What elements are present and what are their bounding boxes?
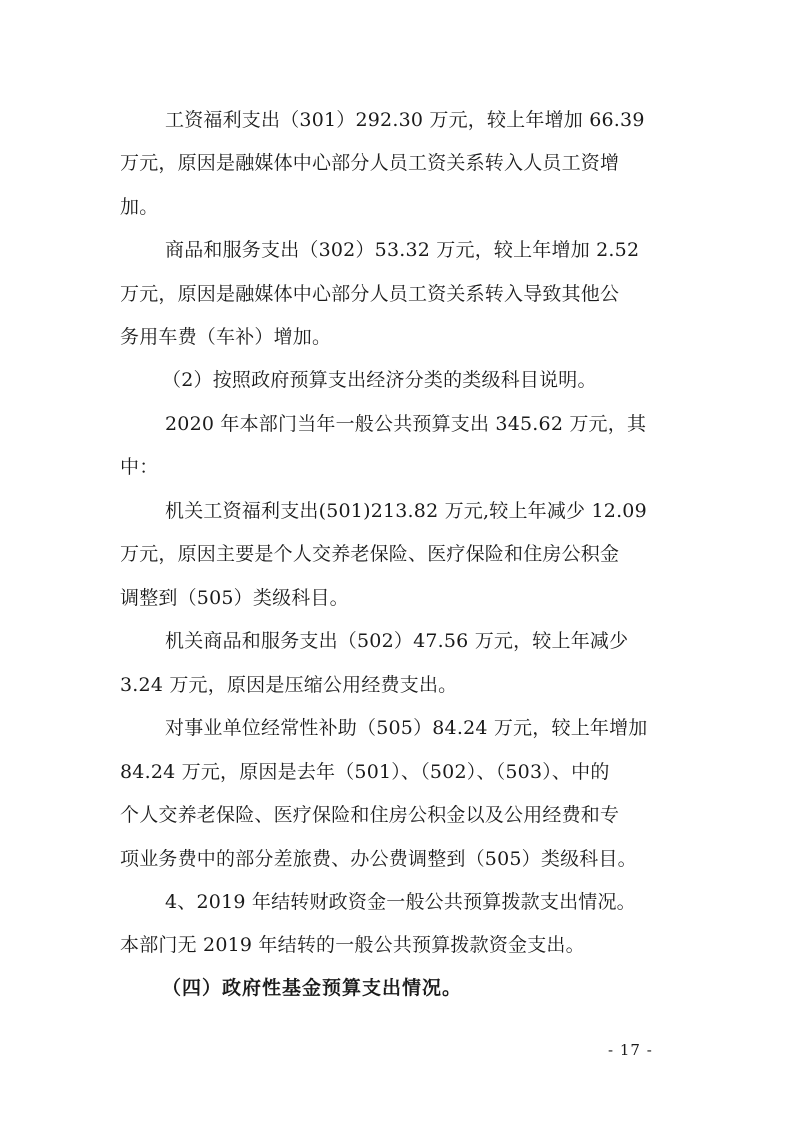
paragraph-line: 加。: [120, 196, 159, 218]
paragraph-line: 商品和服务支出（302）53.32 万元，较上年增加 2.52: [165, 239, 640, 261]
paragraph-line: 工资福利支出（301）292.30 万元，较上年增加 66.39: [165, 109, 645, 131]
paragraph-line: （2）按照政府预算支出经济分类的类级科目说明。: [162, 369, 597, 391]
paragraph-line: 机关工资福利支出(501)213.82 万元,较上年减少 12.09: [165, 500, 647, 522]
paragraph-line: 中：: [120, 456, 159, 478]
paragraph-line: 本部门无 2019 年结转的一般公共预算拨款资金支出。: [120, 934, 585, 956]
paragraph-line: 个人交养老保险、医疗保险和住房公积金以及公用经费和专: [120, 804, 620, 826]
page-number: - 17 -: [608, 1041, 653, 1059]
paragraph-line: 项业务费中的部分差旅费、办公费调整到（505）类级科目。: [120, 848, 637, 870]
paragraph-line: 万元，原因是融媒体中心部分人员工资关系转入人员工资增: [120, 152, 620, 174]
paragraph-line: 2020 年本部门当年一般公共预算支出 345.62 万元，其: [165, 413, 647, 435]
paragraph-line: 3.24 万元，原因是压缩公用经费支出。: [120, 674, 458, 696]
paragraph-line: 84.24 万元，原因是去年（501）、（502）、（503）、中的: [120, 761, 610, 783]
paragraph-line: 万元，原因是融媒体中心部分人员工资关系转入导致其他公: [120, 283, 620, 305]
paragraph-line: 机关商品和服务支出（502）47.56 万元，较上年减少: [165, 630, 629, 652]
section-heading: （四）政府性基金预算支出情况。: [162, 977, 463, 999]
paragraph-line: 对事业单位经常性补助（505）84.24 万元，较上年增加: [165, 717, 648, 739]
paragraph-line: 4、2019 年结转财政资金一般公共预算拨款支出情况。: [165, 891, 636, 913]
paragraph-line: 万元，原因主要是个人交养老保险、医疗保险和住房公积金: [120, 543, 620, 565]
paragraph-line: 务用车费（车补）增加。: [120, 326, 332, 348]
paragraph-line: 调整到（505）类级科目。: [120, 587, 349, 609]
